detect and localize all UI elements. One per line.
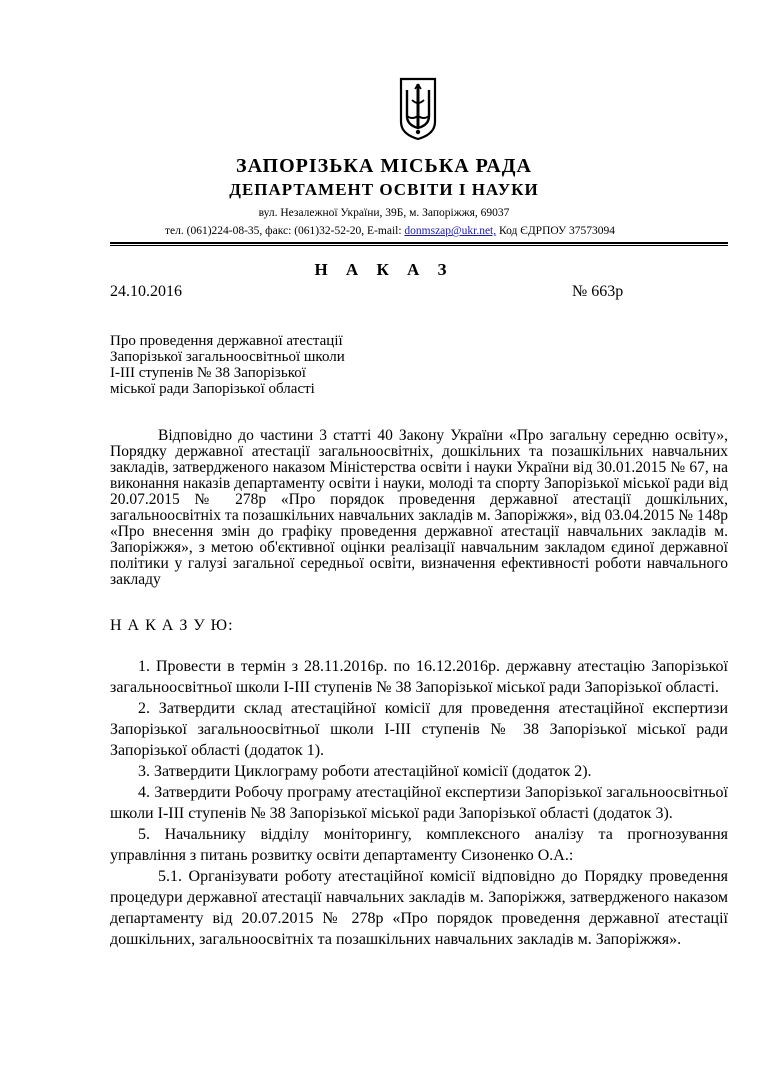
subject-line: І-ІІІ ступенів № 38 Запорізької bbox=[110, 365, 306, 381]
order-item: 4. Затвердити Робочу програму атестаційної експертизи Запорізької загальноосвітньої школи І-ІІІ ступенів № 38 Запорізької міської ради Запорізької області (додаток 3). bbox=[110, 784, 728, 822]
header-divider-thick bbox=[110, 242, 728, 244]
order-subject bbox=[110, 333, 345, 397]
subject-line: Запорізької загальноосвітньої школи bbox=[110, 349, 345, 365]
order-date: 24.10.2016 bbox=[110, 283, 182, 300]
contacts-suffix: Код ЄДРПОУ 37573094 bbox=[496, 225, 616, 237]
preamble-paragraph: Відповідно до частини 3 статті 40 Закону України «Про загальну середню освіту», Порядку державної атестації загальноосвітніх, дошкільних та позашкільних навчальних закладів, затвердженого наказом Міністерства освіти і науки України від 30.01.2015 № 67, на виконання наказів департаменту освіти і науки, молоді та спорту Запорізької міської ради від 20.07.2015 № 278р «Про порядок проведення державної атестації дошкільних, загальноосвітніх та позашкільних навчальних закладів м. Запоріжжя», від 03.04.2015 № 148р «Про внесення змін до графіку проведення державної атестації навчальних закладів м. Запоріжжя», з метою об'єктивної оцінки реалізації навчальним закладом єдиної державної політики у галузі загальної середньої освіти, визначення ефективності роботи навчального закладу bbox=[110, 427, 728, 588]
department-name: ДЕПАРТАМЕНТ ОСВІТИ І НАУКИ bbox=[229, 180, 539, 199]
organization-name: ЗАПОРІЗЬКА МІСЬКА РАДА bbox=[236, 155, 532, 177]
header-divider-thin bbox=[110, 245, 728, 246]
order-item: 2. Затвердити склад атестаційної комісії для проведення атестаційної експертизи Запорізької загальноосвітньої школи І-ІІІ ступенів № 38 Запорізької міської ради Запорізької області (додаток 1). bbox=[110, 700, 728, 759]
order-title: Н А К А З bbox=[314, 260, 454, 279]
order-items bbox=[110, 656, 728, 950]
order-item: 5. Начальнику відділу моніторингу, комплексного аналізу та прогнозування управління з питань розвитку освіти департаменту Сизоненко О.А.: bbox=[110, 826, 728, 864]
email-link[interactable]: donmszap@ukr.net, bbox=[404, 225, 497, 237]
order-item: 3. Затвердити Циклограму роботи атестаційної комісії (додаток 2). bbox=[138, 763, 592, 780]
order-subitem: 5.1. Організувати роботу атестаційної комісії відповідно до Порядку проведення процедури державної атестації навчальних закладів м. Запоріжжя, затвердженого наказом департаменту від 20.07.2015 № 278р «Про порядок проведення державної атестації дошкільних, загальноосвітніх та позашкільних навчальних закладів м. Запоріжжя». bbox=[110, 868, 728, 948]
address-line: вул. Незалежної України, 39Б, м. Запоріжжя, 69037 bbox=[258, 207, 510, 219]
contacts-line bbox=[165, 225, 615, 237]
subject-line: міської ради Запорізької області bbox=[110, 381, 315, 397]
order-item: 1. Провести в термін з 28.11.2016р. по 16.12.2016р. державну атестацію Запорізької загальноосвітньої школи І-ІІІ ступенів № 38 Запорізької міської ради Запорізької області. bbox=[110, 658, 728, 696]
subject-line: Про проведення державної атестації bbox=[110, 333, 343, 349]
trident-emblem-icon bbox=[398, 76, 438, 142]
contacts-prefix: тел. (061)224-08-35, факс: (061)32-52-20, E-mail: bbox=[165, 225, 405, 237]
order-heading-nakazuyu: Н А К А З У Ю: bbox=[110, 617, 234, 634]
order-number: № 663р bbox=[572, 283, 624, 300]
